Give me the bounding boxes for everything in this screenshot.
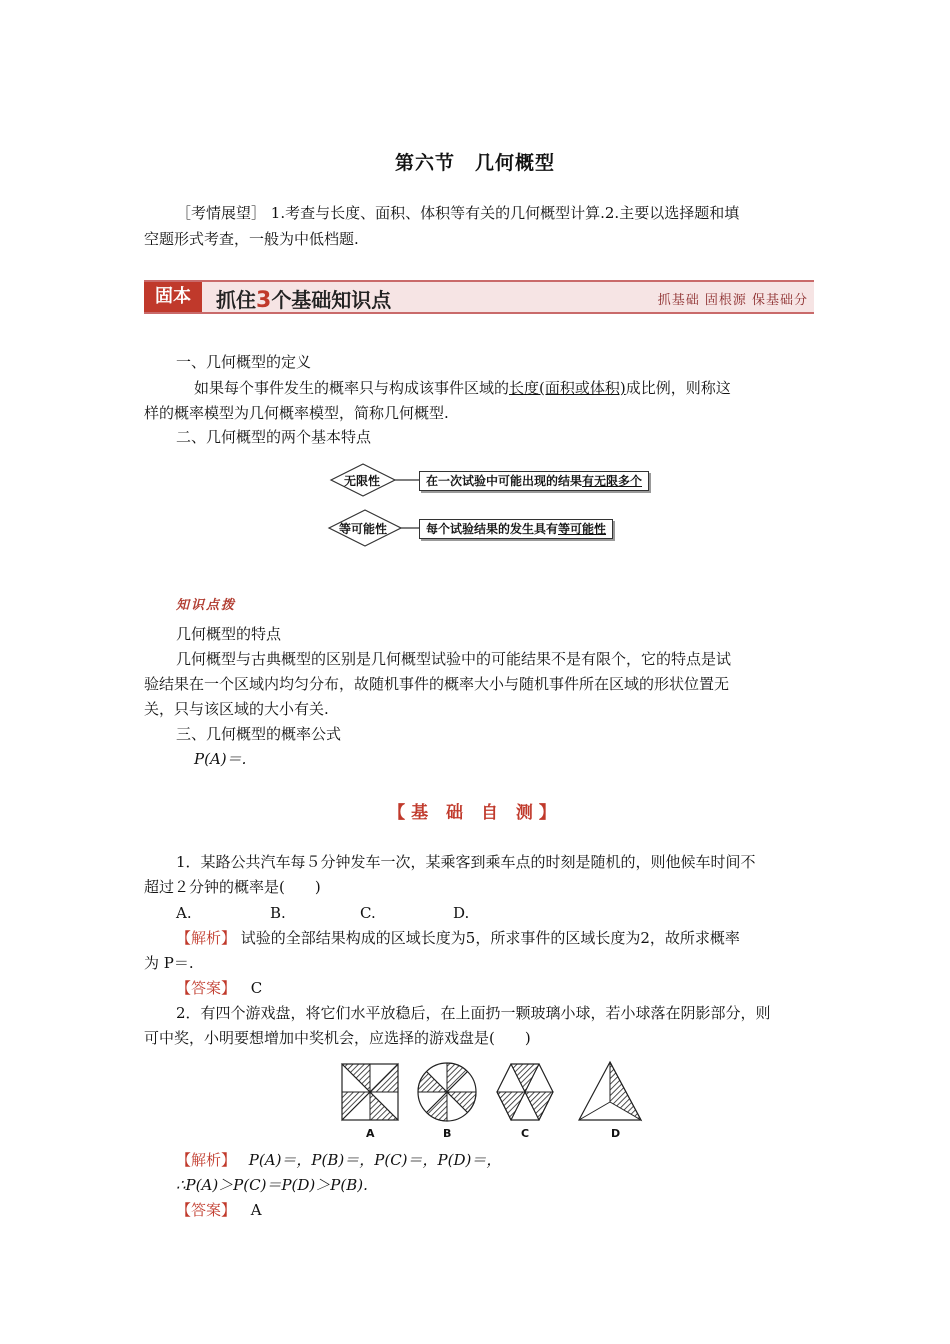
sec3-heading: 三、几何概型的概率公式 <box>176 725 342 743</box>
banner-separator <box>202 282 210 312</box>
q1-line-1: 1．某路公共汽车每５分钟发车一次，某乘客到乘车点的时刻是随机的，则他候车时间不 <box>176 853 756 871</box>
banner-main-prefix: 抓住 <box>216 288 256 312</box>
q1-option-a: A. <box>176 904 192 922</box>
q1-answer: C <box>250 979 263 997</box>
q2-answer-label: 【答案】 <box>176 1201 237 1219</box>
q2-analysis-text: P(A)＝，P(B)＝，P(C)＝，P(D)＝， <box>248 1151 502 1169</box>
figure-b-circle <box>418 1063 476 1121</box>
q1-line-2: 超过２分钟的概率是( ) <box>144 878 321 896</box>
note-badge: 知识点拨 <box>176 598 237 613</box>
banner-main-suffix: 个基础知识点 <box>271 288 392 312</box>
q2-line-2: 可中奖，小明要想增加中奖机会，应选择的游戏盘是( ) <box>144 1029 531 1047</box>
sec1-line-1 <box>194 378 731 398</box>
q1-analysis-label: 【解析】 <box>176 929 237 947</box>
intro-line-2: 空题形式考查，一般为中低档题. <box>144 230 359 248</box>
sec1-line-1-pre: 如果每个事件发生的概率只与构成该事件区域的 <box>194 379 510 397</box>
self-test-heading: 【基 础 自 测】 <box>388 803 562 823</box>
figure-a-square <box>342 1064 398 1120</box>
figure-c-hexagon <box>497 1064 553 1120</box>
banner-main-number: 3 <box>256 288 272 313</box>
figure-label-c: C <box>521 1127 530 1140</box>
q1-option-c: C. <box>360 904 376 922</box>
sec1-line-1-underlined: 长度(面积或体积) <box>509 379 626 397</box>
sec1-line-2: 样的概率模型为几何概率模型，简称几何概型. <box>144 404 449 422</box>
q2-analysis-label: 【解析】 <box>176 1151 237 1169</box>
sec1-line-1-post: 成比例，则称这 <box>625 379 731 397</box>
q2-analysis-line-1 <box>176 1150 501 1170</box>
intro-line-1 <box>176 203 739 223</box>
q1-answer-label: 【答案】 <box>176 979 237 997</box>
q1-analysis-line-1 <box>176 928 740 948</box>
feature-box-infinite <box>419 471 649 491</box>
sec2-heading: 二、几何概型的两个基本特点 <box>176 428 372 446</box>
feature-box-infinite-u: 有无限多个 <box>582 474 643 488</box>
note-line-3: 关，只与该区域的大小有关. <box>144 700 329 718</box>
feature-box-equal-pre: 每个试验结果的发生具有 <box>426 522 559 536</box>
intro-label: ［考情展望］ <box>176 204 267 222</box>
note-heading: 几何概型的特点 <box>176 625 282 643</box>
intro-text-1: 1.考查与长度、面积、体积等有关的几何概型计算.2.主要以选择题和填 <box>270 204 740 222</box>
feature-box-infinite-pre: 在一次试验中可能出现的结果 <box>426 474 583 488</box>
q1-analysis-line-2: 为 P＝. <box>144 954 194 972</box>
page-title: 第六节 几何概型 <box>394 152 555 174</box>
q1-option-b: B. <box>270 904 286 922</box>
figure-d-triangle <box>579 1062 641 1120</box>
figure-label-d: D <box>611 1127 621 1140</box>
note-line-1: 几何概型与古典概型的区别是几何概型试验中的可能结果不是有限个，它的特点是试 <box>176 650 732 668</box>
banner-tag: 固本 <box>144 282 202 312</box>
figure-label-a: A <box>366 1127 375 1140</box>
section-banner <box>144 280 814 314</box>
banner-right-text: 抓基础 固根源 保基础分 <box>657 293 808 308</box>
q2-line-1: 2．有四个游戏盘，将它们水平放稳后，在上面扔一颗玻璃小球，若小球落在阴影部分，则 <box>176 1004 771 1022</box>
q2-answer-line <box>176 1200 262 1220</box>
feature-box-equal-u: 等可能性 <box>558 522 607 536</box>
q2-answer: A <box>250 1201 262 1219</box>
figure-label-b: B <box>443 1127 452 1140</box>
feature-box-equal <box>419 519 613 539</box>
q1-answer-line <box>176 978 262 998</box>
q2-analysis-line-2: ∴P(A)＞P(C)＝P(D)＞P(B). <box>176 1176 368 1194</box>
banner-main <box>216 284 391 313</box>
q1-option-d: D. <box>453 904 470 922</box>
diamond-label-equal: 等可能性 <box>339 522 388 536</box>
note-line-2: 验结果在一个区域内均匀分布，故随机事件的概率大小与随机事件所在区域的形状位置无 <box>144 675 730 693</box>
diamond-label-infinite: 无限性 <box>344 474 381 488</box>
q2-figures <box>336 1058 646 1124</box>
sec1-heading: 一、几何概型的定义 <box>176 353 312 371</box>
q1-analysis-text: 试验的全部结果构成的区域长度为5，所求事件的区域长度为2，故所求概率 <box>240 929 740 947</box>
sec3-formula: P(A)＝. <box>194 750 247 768</box>
